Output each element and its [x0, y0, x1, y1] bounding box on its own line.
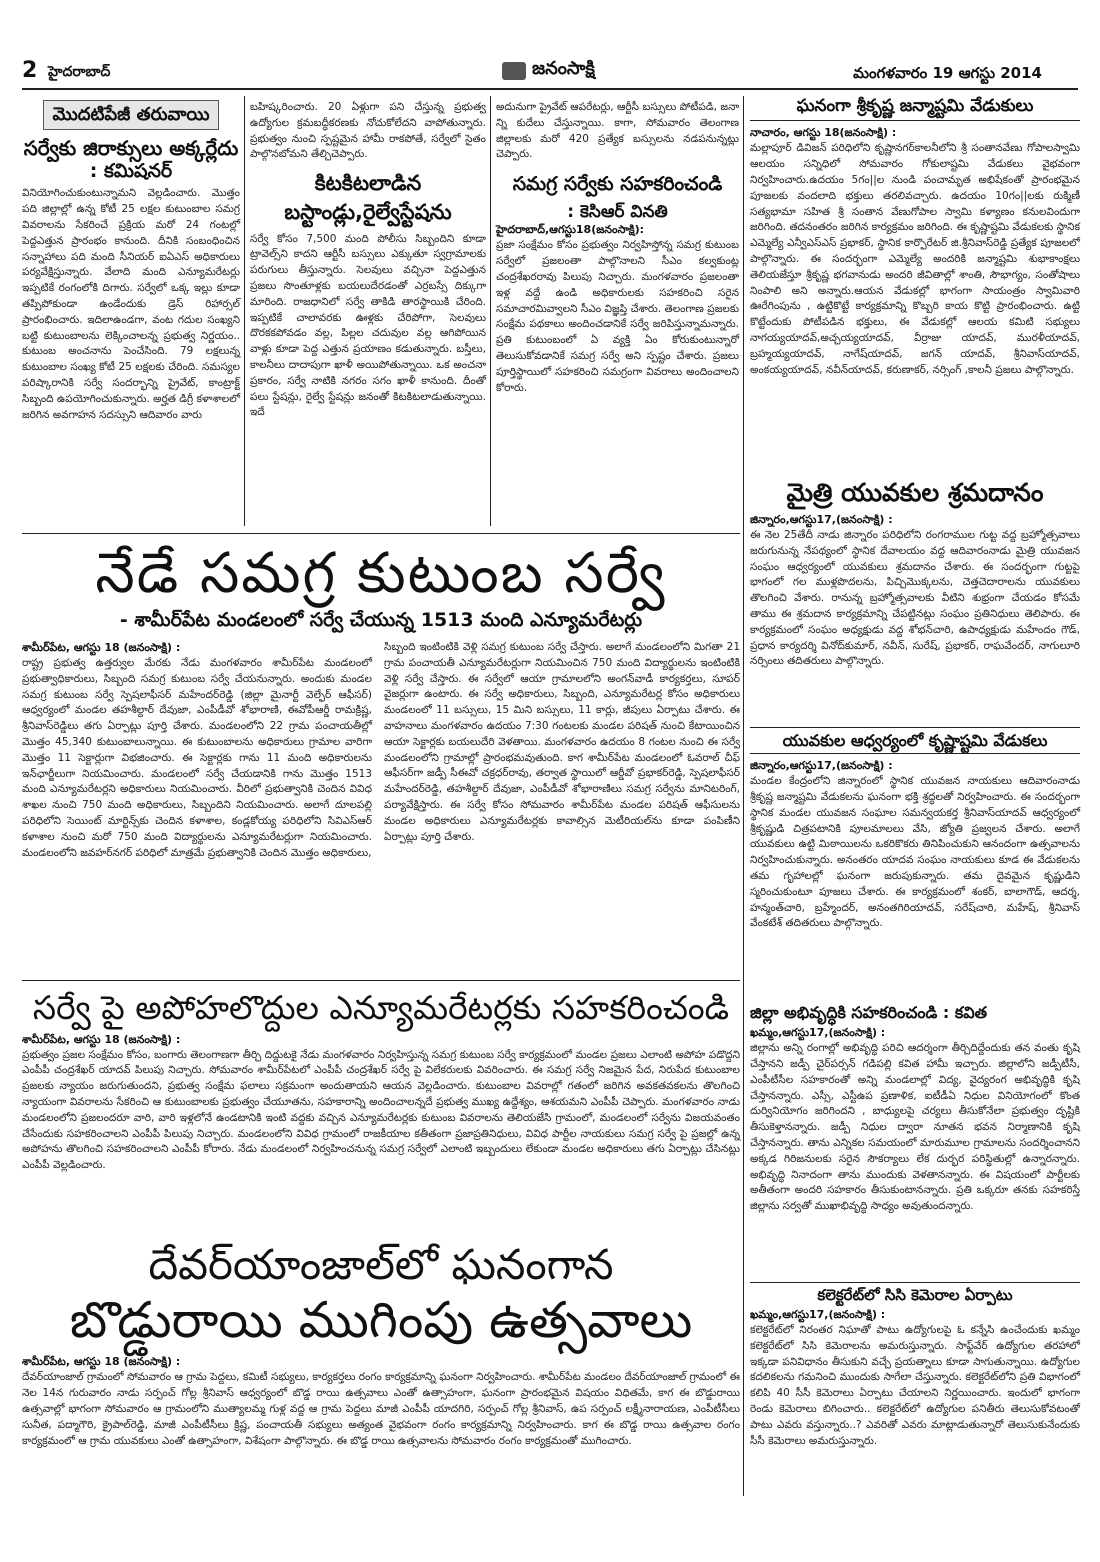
story-dateline: జిన్నారం,ఆగస్టు17,(జనంసాక్షి) :: [750, 759, 893, 773]
story-kcr-appeal: [496, 100, 739, 396]
lead-body-right: సిబ్బంది ఇంటింటికి వెళ్లి సమగ్ర కుటుంబ సర్వే చేస్తారు. అలాగే మండలంలోని మిగతా 21 గ్రామ పంచాయతీ ఎన్యూమరేటర్లుగా నియమించిన 750 మంది విద్యార్థులను ఇంటింటికి వెళ్లి సర్వే చేస్తారు. ఈ సర్వేలో ఆయా గ్రామాలలోని అంగన్‌వాడీ కార్యకర్తలు, సూపర్ వైజర్లుగా ఉంటారు. ఈ సర్వే అధికారులు, సిబ్బంది, ఎన్యూమరేటర్ల కోసం అధికారులు మండలంలో 11 బస్సులు, 15 మిని బస్సులు, 11 కార్లు, జీపులు ఏర్పాటు చేశారు. ఈ వాహనాలు మంగళవారం ఉదయం 7:30 గంటలకు మండల పరిషత్ నుంచి కేటాయించిన ఆయా సెక్టార్లకు బయలుదేరి వెళతాయి. మంగళవారం ఉదయం 8 గంటల నుంచి ఈ సర్వే మండలంలోని గ్రామాల్లో ప్రారంభమవుతుంది. కాగ శామీర్‌పేట మండలంలో ఓవరాల్ చీఫ్ ఆఫీసర్‌గా జడ్పీ సీఈవో చక్రధర్‌రావు, తర్వాత స్థాయిలో ఆర్డీవో ప్రభాకర్‌రెడ్డి, స్పెషలాఫీసర్ మహేందర్‌రెడ్డి, తహశీల్దార్ దేవుజా, ఎంపీడీవో శోభారాణిలు సమగ్ర సర్వేను మానిటరింగ్, పర్యావేక్షిస్తారు. ఈ సర్వే కోసం సోమవారం శామీర్‌పేట మండల పరిషత్ ఆఫీసులను మండల అధికారులు ఎన్యూమరేటర్లకు కావాల్సిన మెటీరియల్‌ను కూడా పంపిణీని ఏర్పాట్లు పూర్తి చేశారు.: [384, 640, 740, 843]
lead-story: [22, 540, 740, 861]
story-headline: మైత్రి యువకుల శ్రమదానం: [786, 478, 1044, 507]
story-jerox: [22, 100, 240, 423]
continuation-label: మొదటిపేజీ తరువాయి: [43, 100, 218, 130]
story-body: దేవర్‌యాంజాల్ గ్రామంలో సోమవారం ఆ గ్రామ పెద్దలు, కమిటీ సభ్యులు, కార్యకర్తలు రంగం కార్యక్రమాన్ని ఘనంగా నిర్వహించారు. శామీర్‌పేట మండలం దేవర్‌యాంజాల్ గ్రామంలో ఈ నెల 14న గురువారం నాడు సర్పంచ్ గోల్ల శ్రీనివాస్ ఆధ్వర్యంలో బొడ్డ రాయి ఉత్సవాలు ఎంతో ఉత్సాహంగా, ఘనంగా ప్రారంభమైన విషయం విధితమే, కాగ ఈ బొడ్డురాయి ఉత్సవాల్లో భాగంగా సోమవారం ఆ గ్రామంలోని ముత్యాలమ్మ గుళ్ల వద్ద ఆ గ్రామ పెద్దలు మాజీ ఎంపీపీ యాదగిరి, సర్పంచ్ గోల్ల శ్రీనివాస్, ఉప సర్పంచ్ లక్ష్మీనారాయణ, ఎంపీటీసీలు సునీత, పద్మాగౌరి, క్రైపాల్‌రెడ్డి, మాజీ ఎంపీటీసీలు క్రిష్ణ, పంచాయతీ సభ్యులు అత్యంత వైభవంగా రంగం కార్యక్రమాన్ని నిర్వహించారు. కాగ ఈ బొడ్డ రాయి ఉత్సవాల రంగం కార్యక్రమంలో ఆ గ్రామ యువకులు ఎంతో ఉత్సాహంగా, విశేషంగా పాల్గొన్నారు. ఈ బొడ్డ రాయి ఉత్సవాలను సోమవారం రంగం కార్యక్రమంతో ముగించారు.: [22, 1371, 740, 1447]
story-body: ప్రభుత్వం ప్రజల సంక్షేమం కోసం, బంగారు తెలంగాణగా తీర్చి దిద్దుటకై నేడు మంగళవారం నిర్వహిస్తున్న సమగ్ర కుటుంబ సర్వే కార్యక్రమంలో మండల ప్రజలు ఎలాంటి అపోహ పడొద్దని ఎంపీపీ చంద్రశేఖర్ యాదవ్ పిలుపు నిచ్చారు. సోమవారం శామీర్‌పేటలో ఎంపీపీ చంద్రశేఖర్ సర్వే పై విలేకరులకు వివరించారు. ఈ సమగ్ర సర్వే నిజమైన పేద, నిరుపేద కుటుంబాల ప్రజలకు న్యాయం జరుగుతుందని, ప్రభుత్వ సంక్షేమ ఫలాలు సక్రమంగా అందుతాయని ఆయన వెల్లడించారు. కుటుంబాల వివరాల్లో గతంలో జరిగిన అవకతవకలను తొలగించి న్యాయంగా వివరాలను సేకరించి ఆ కుటుంబాలకు ప్రభుత్వం చేయూతను, సహకారాన్ని అందించాలన్నదే ప్రభుత్వ ముఖ్య ఉద్దేశ్యం, ఆశయమని ఎంపీపీ చెప్పారు. మంగళవారం నాడు మండలంలోని ప్రజలందరూ వారి, వారి ఇళ్లలోనే ఉండటానికి ఇంటి వద్దకు వచ్చిన ఎన్యూమరేటర్లకు కుటుంబ వివరాలను తెలియజేసి గ్రామంలో, మండలంలో సర్వేను విజయవంతం చేసేందుకు సహకరించాలని ఎంపీపీ పిలుపు నిచ్చారు. మండలంలోని వివిధ గ్రామంలో రాజకీయాల కతీతంగా ప్రజాప్రతినిధులు, వివిధ పార్టీల నాయకులు సమగ్ర సర్వే పై ప్రజల్లో ఉన్న అపోహను తొలగించి సహకరించాలని ఎంపీపీ కోరారు. నేడు మండలంలో నిర్వహించనున్న సమగ్ర సర్వేలో ఎలాంటి ఇబ్బందులు లేకుండా మండల అధికారులు తగు ఏర్పాట్లు చేసినట్లు ఎంపీపీ వెల్లడించారు.: [22, 1048, 740, 1172]
story-headline: సర్వేకు జిరాక్సులు అక్కర్లేదు: [23, 135, 239, 160]
column-rule: [490, 96, 491, 526]
story-body-top: అదునుగా ప్రైవేట్ ఆపరేటర్లు, ఆర్టీసీ బస్సులు పోటీపడి, జనా న్ని కుదేలు చేస్తున్నాయి. కాగా, సోమవారం తెలంగాణ జిల్లాలకు మరో 420 ప్రత్యేక బస్సులను నడపనున్నట్లు చెప్పారు.: [496, 101, 739, 161]
story-kavitha: [750, 1000, 1080, 1215]
story-youth-krishnashtami: [750, 727, 1080, 932]
story-body: జిల్లాను అన్ని రంగాల్లో అభివృద్ధి పరిచి ఆదర్శంగా తీర్చిదిద్దేందుకు తన వంతు కృషి చేస్తానని జడ్పీ చైర్‌పర్సన్ గడిపల్లి కవిత హామీ ఇచ్చారు. జిల్లాలోని జడ్పీటీసీ, ఎంపీటీసీల సహకారంతో అన్ని మండలాల్లో విద్య, వైద్యరంగ అభివృద్ధికి కృషి చేస్తానన్నారు. ఎస్సీ, ఎస్టీఉప ప్రణాళిక, ఐటీడీఏ నిధుల వినియోగంలో కొంత దుర్వినియోగం జరిగిందని , బాధ్యులపై చర్యలు తీసుకోనేలా ప్రభుత్వం దృష్టికి తీసుకెళ్తానన్నారు. జడ్పీ నిధుల ద్వారా నూతన భవన నిర్మాణానికి కృషి చేస్తానన్నారు. తాను ఎన్నికల సమయంలో మారుమూల గ్రామాలను సందర్శించానని అక్కడ గిరిజనులకు సరైన సౌకర్యాలు లేక దుర్భర పరిస్థితుల్లో ఉన్నారన్నారు. అభివృద్ధి నినాదంగా తాను ముందుకు వెళతానన్నారు. ఈ విషయంలో పార్టీలకు అతీతంగా అందరి సహకారం తీసుకుంటానన్నారు. ప్రతి ఒక్కరూ తనకు సహకరిస్తే జిల్లాను సర్వతో ముఖాభివృద్ధి సాధ్యం అవుతుందన్నారు.: [750, 1042, 1080, 1213]
story-dateline: శామీర్‌పేట, ఆగస్టు 18 (జనంసాక్షి) :: [22, 1355, 181, 1369]
story-boddurai: [22, 1240, 740, 1449]
story-janmashtami: [750, 96, 1080, 378]
story-body: మల్లాపూర్ డివిజన్ పరిధిలోని కృష్ణానగర్‌కాలనీలోని శ్రీ సంతానవేణు గోపాలస్వామి ఆలయం సన్నిధిలో సోమవారం గోకులాష్టమి వేడుకలు వైభవంగా నిర్వహించారు.ఉదయం 5గం||ల నుండి పంచామృత అభిషేకంతో ప్రారంభమైన పూజలకు వందలాది భక్తులు తరలివచ్చారు. ఉదయం 10గం||లకు రుక్మిణీ సత్యభామా సహిత శ్రీ సంతాన వేణుగోపాల స్వామి కళ్యాణం కనులవిందుగా జరిగింది. తదనంతరం జరిగిన కార్యక్రమం జరిగింది. ఈ కృష్ణాష్టమి వేడుకలకు స్థానిక ఎమ్మెల్యే ఎన్వీఎస్ఎస్ ప్రభాకర్, స్థానిక కార్పొరేటర్ జి.శ్రీనివాస్‌రెడ్డి ప్రత్యేక పూజలలో పాల్గొన్నారు. ఈ సందర్భంగా ఎమ్మెల్యే అందరికి జన్మాష్టమి శుభాకాంక్షలు తెలియజేస్తూ శ్రీకృష్ణ భగవానుడు అందరి జీవితాల్లో శాంతి, సౌభాగ్యం, సంతోషాలు నింపాలి అని అన్నారు.ఆయన వేడుకల్లో భాగంగా సాయంత్రం స్వామివారి ఊరేగింపును , ఉట్టికొట్టే కార్యక్రమాన్ని కొబ్బరి కాయ కొట్టి ప్రారంభించారు. ఉట్టి కొట్టేందుకు పోటీపడిన భక్తులు, ఈ వేడుకల్లో ఆలయ కమిటి సభ్యులు నాగయ్యయాదవ్,అచ్చయ్యయాదవ్, వీర్రాజు యాదవ్, మురళీయాదవ్, బ్రహ్మయ్యయాదవ్, నాగేష్‌యాదవ్, జగన్ యాదవ్, శ్రీనివాస్‌యాదవ్, అంకయ్యయాదవ్, నవీన్‌యాదవ్, కరుణాకర్, నర్సింగ్ ,కాలనీ ప్రజలు పాల్గొన్నారు.: [750, 142, 1080, 376]
story-cc-cameras: [750, 1282, 1080, 1449]
story-headline: ఘనంగా శ్రీకృష్ణ జన్మాష్టమి వేడుకులు: [750, 96, 1080, 121]
story-no-misgivings: [22, 988, 740, 1174]
story-body: కలెక్టరేట్‌లో నిరంతర నిఘాతో పాటు ఉద్యోగులపై ఓ కన్నేసి ఉంచేందుకు ఖమ్మం కలెక్టరేట్‌లో సిసి కెమెరాలను అమరుస్తున్నారు. సాఫ్ట్‌వేర్ ఉద్యోగుల తరహాలో ఇక్కడా పనివిధానం తీసుకుని వచ్చే ప్రయత్నాలు కూడా సాగుతున్నాయి. ఉద్యోగుల కదలికలను గమనించి ముందుకు సాగేలా చేస్తున్నారు. కలెక్టరేట్‌లోని ప్రతి విభాగంలో కలిపి 40 సీసీ కెమెరాలు ఏర్పాటు చేయాలని నిర్ణయించారు. ఇందులో భాగంగా రెండు కెమెరాలు బిగించారు.. కలెక్టరేట్‌లో ఉద్యోగుల పనితీరు తెలుసుకోవటంతో పాటు ఎవరు వస్తున్నారు..? ఎవరితో ఎవరు మాట్లాడుతున్నారో తెలుసుకునేందుకు సీసీ కెమెరాలు అమరుస్తున్నారు.: [750, 1324, 1080, 1447]
story-headline: సమగ్ర సర్వేకు సహకరించండి: [512, 173, 723, 196]
story-bus-stations: [250, 100, 486, 421]
logo-icon: [502, 62, 526, 80]
column-rule: [244, 96, 245, 526]
story-dateline: శామీర్‌పేట, ఆగస్టు 18 (జనంసాక్షి) :: [22, 1032, 181, 1046]
lead-subhead: - శామీర్‌పేట మండలంలో సర్వే చేయున్న 1513 మంది ఎన్యూమరేటర్లు: [119, 609, 643, 632]
story-maitri: [750, 478, 1080, 670]
story-dateline: ఖమ్మం,ఆగస్టు17,(జనంసాక్షి) :: [750, 1308, 886, 1321]
lead-body-left: రాష్ట్ర ప్రభుత్వ ఉత్తర్వుల మేరకు నేడు మంగళవారం శామీర్‌పేట మండలంలో ప్రభుత్వాధికారులు, సిబ్బంది సమగ్ర కుటుంబ సర్వే చేయనున్నారు. అందుకు మండల సమగ్ర కుటుంబ సర్వే స్పెషలాఫీసర్ మహేందర్‌రెడ్డి (జిల్లా మైనార్టీ వెల్ఫేర్ ఆఫీసర్) ఆధ్వర్యంలో మండల తహశీల్దార్ దేవుజా, ఎంపీడీవో శోభారాణి, ఈవోపీఆర్డీ రామక్రిష్ణ, శ్రీనివాస్‌రెడ్డిలు తగు ఏర్పాట్లు పూర్తి చేశారు. మండలంలోని 22 గ్రామ పంచాయతీల్లో మొత్తం 45,340 కుటుంబాలున్నాయి. ఈ కుటుంబాలను అధికారులు గ్రామాల వారిగా మొత్తం 11 సెక్టార్లుగా విభజించారు. ఈ సెక్టార్లకు గాను 11 మంది అధికారులను ఇన్‌ఛార్జీలుగా నియమించారు. మండలంలో సర్వే చేయడానికి గాను మొత్తం 1513 మంది ఎన్యూమరేటర్లని అధికారులు నియమించారు. వీరిలో ప్రభుత్వానికి చెందిన వివిధ శాఖల నుంచి 750 మంది అధికారులు, సిబ్బందిని నియమించారు. అలాగే దూలపల్లి పరిధిలోని సెయింట్ మార్టిన్స్‌కు చెందిన కళాశాల, కండ్లకోయ్య పరిధిలోని సివిఎస్ఆర్ కళాశాల నుంచి మరో 750 మంది విద్యార్థులను ఎన్యూమరేటర్లుగా నియమించారు. మండలంలోని జవహర్‌నగర్ పరిధిలో మాత్రమే ప్రభుత్వానికి చెందిన మొత్తం అధికారులు,: [22, 656, 372, 859]
column-rule: [743, 96, 744, 1496]
lead-dateline: శామీర్‌పేట, ఆగస్టు 18 (జనంసాక్షి) :: [22, 640, 181, 654]
story-body-top: బహిష్కరించారు. 20 ఏళ్లుగా పని చేస్తున్న ప్రభుత్వ ఉద్యోగుల క్రమబద్ధీకరణకు నోచుకోలేదని వాపోతున్నారు. ప్రభుత్వం నుంచి స్పష్టమైన హామీ రాకపోతే, సర్వేలో సైతం పాల్గొనబోమని తేల్చిచెప్పారు.: [250, 101, 486, 161]
story-body: ఈ నెల 25తేదీ నాడు జిన్నారం పరిధిలోని రంగరాముల గుట్ట వద్ద బ్రహ్మోత్సవాలు జరుగునున్న నేపథ్యంలో స్థానిక దేవాలయం వద్ద ఆదివారంనాడు మైత్రి యువజన సంఘం ఆధ్వర్యంలో యువకులు శ్రమదానం చేశారు. ఈ సందర్భంగా గుట్టపై భాగంలో గల ముళ్లపొదలను, పిచ్చిమొక్కలను, చెత్తచెదారాలను యువకులు తొలగించి వేశారు. రానున్న బ్రహ్మోత్సవాలకు వీటిని శుభ్రంగా చేయడం కోసమే తాము ఈ శ్రమదాన కార్యక్రమాన్ని చేపట్టినట్లు సంఘం ప్రతినిధులు తెలిపారు. ఈ కార్యక్రమంలో సంఘం అధ్యక్షుడు వద్ద శోభన్‌చారి, ఉపాధ్యక్షుడు మహేందం గౌడ్, ప్రధాన కార్యదర్శి వినోద్‌కుమార్, నవీన్, సురేష్, ప్రభాకర్, రాఘవేందర్, నాగులూరి నర్సింలు తదితరులు పాల్గొన్నారు.: [750, 529, 1080, 668]
story-body: సర్వే కోసం 7,500 మంది పోలీసు సిబ్బందిని కూడా ట్రావెల్స్‌ని కాదని ఆర్టీసీ బస్సులు ఎక్కుతూ స్వగ్రామాలకు పరుగులు తీస్తున్నారు. సెలవులు వచ్చినా పెద్దఎత్తున ప్రజలు సొంతూళ్లకు బయలుదేరడంతో ఎర్రబస్సే దిక్కుగా మారింది. రాజధానిలో సర్వే తాకిడి తారస్థాయికి చేరింది. ఇప్పటికే చాలావరకు ఊళ్లకు చేరిపోగా, సెలవులు దొరకకపోవడం వల్ల, పిల్లల చదువుల వల్ల ఆగిపోయిన వాళ్లు కూడా పెద్ద ఎత్తున ప్రయాణం కడుతున్నారు. బస్తీలు, కాలనీలు దాదాపుగా ఖాళీ అయిపోతున్నాయి. ఒక అంచనా ప్రకారం, సర్వే నాటికి నగరం సగం ఖాళీ కానుంది. దీంతో పలు స్టేషన్లు, రైల్వే స్టేషన్లు జనంతో కిటకిటలాడుతున్నాయి. ఇదే: [250, 232, 486, 419]
story-body: మండల కేంద్రంలోని జిన్నారంలో స్థానిక యువజన నాయకులు ఆదివారంనాడు శ్రీకృష్ణ జన్మాష్టమి వేడుకలను ఘనంగా భక్తి శ్రద్ధలతో నిర్వహించారు. ఈ సందర్భంగా స్థానిక మండల యువజన సంఘాల సమన్వయకర్త శ్రీనివాస్‌యాదవ్ ఆధ్వర్యంలో శ్రీకృష్ణుడి చిత్రపటానికి పూలమాలలు వేసి, జ్యోతి ప్రజ్వలన చేశారు. అలాగే యువకులు ఉట్టి మిఠాయిలను ఒకరికొకరు తినిపించుకుని ఆనందంగా ఉత్సవాలను నిర్వహించుకున్నారు. అనంతరం యాదవ సంఘం నాయకులు కూడ ఈ వేడుకలను తమ గృహాలల్లో ఘనంగా జరుపుకున్నారు. తమ దైవమైన కృష్ణుడిని స్మరించుకుంటూ పూజలు చేశారు. ఈ కార్యక్రమంలో శంకర్, బాలాగౌడ్, ఆదర్శ, హన్మంత్‌చారి, బ్రహ్మేందర్, అనంతగిరియాదవ్, సరేష్‌చారి, మహేష్, శ్రీనివాస్ వేంకటేశ్ తదితరులు పాల్గొన్నారు.: [750, 775, 1080, 930]
story-dateline: హైదరాబాద్,ఆగస్టు18(జనంసాక్షి):: [496, 223, 645, 237]
story-dateline: ఖమ్మం,ఆగస్టు17,(జనంసాక్షి) :: [750, 1026, 886, 1040]
story-headline: బస్టాండ్లు,రైల్వేస్టేషను: [284, 200, 452, 225]
paper-name: జనంసాక్షి: [532, 58, 595, 79]
story-body: ప్రజా సంక్షేమం కోసం ప్రభుత్వం నిర్వహిస్తోన్న సమగ్ర కుటుంబ సర్వేలో ప్రజలంతా పాల్గొనాలని సీఎం కల్వకుంట్ల చంద్రశేఖరరావు పిలుపు నిచ్చారు. మంగళవారం ప్రజలంతా ఇళ్ల వద్దే ఉండి అధికారులకు సహకరించి సరైన సమాచారమివ్వాలని సీఎం విజ్ఞప్తి చేశారు. తెలంగాణ ప్రజలకు సంక్షేమ పథకాలు అందించడానికే సర్వే జరిపిస్తున్నామన్నారు. ప్రతి కుటుంబంలో ఏ వ్యక్తి ఏం కోరుకుంటున్నారో తెలుసుకోవడానికే సమగ్ర సర్వే అని స్పష్టం చేశారు. ప్రజలు పూర్తిస్థాయిలో సహకరించి సమగ్రంగా వివరాలు అందించాలని కోరారు.: [496, 239, 739, 394]
paper-logo: [502, 58, 595, 83]
page-number: 2: [22, 58, 38, 83]
story-headline: దేవర్‌యాంజాల్‌లో ఘనంగాన: [148, 1240, 614, 1289]
issue-date: మంగళవారం 19 ఆగస్టు 2014: [853, 64, 1042, 82]
story-headline: జిల్లా అభివృద్ధికి సహకరించండి : కవిత: [750, 1003, 988, 1022]
page-place: హైదరాబాద్: [48, 64, 111, 80]
section-rule: [22, 533, 740, 534]
story-headline: కిటకిటలాడిన: [314, 171, 422, 196]
story-subhead: : కమిషనర్: [89, 159, 173, 182]
story-subhead: : కెసిఆర్ వినతి: [567, 201, 668, 222]
masthead: [22, 56, 1078, 90]
story-dateline: నాచారం, ఆగస్టు 18(జనంసాక్షి) :: [750, 126, 897, 140]
section-rule: [22, 980, 740, 981]
lead-headline: నేడే సమగ్ర కుటుంబ సర్వే: [95, 541, 667, 606]
story-headline: యువకుల ఆధ్వర్యంలో కృష్ణాష్టమి వేడుకలు: [750, 727, 1080, 754]
story-body: వినియోగించుకుంటున్నామని వెల్లడించారు. మొత్తం పది జిల్లాల్లో ఉన్న కోటీ 25 లక్షల కుటుంబాల సమగ్ర వివరాలను సేకరించే ప్రక్రియ మరో 24 గంటల్లో పెద్దఎత్తున ప్రారంభం కానుంది. దీనికి సంబంధించిన సన్నాహాలు పది మంది సీనియర్ ఐఏఎస్ అధికారులు పర్యవేక్షిస్తున్నారు. వేలాది మంది ఎన్యూమరేటర్లు ఇప్పటికే రంగంలోకి దిగారు. సర్వేలో ఒక్క ఇల్లు కూడా తప్పిపోకుండా ఉండేందుకు డ్రెస్ రిహార్సల్ ప్రారంభించారు. ఇదిలాఉండగా, వంట గదుల సంఖ్యని బట్టి కుటుంబాలను లెక్కించాలన్న ప్రభుత్వ నిర్ణయం.. కుటుంబ అంచనాను పెంచేసింది. 79 లక్షలున్న కుటుంబాల సంఖ్య కోటీ 25 లక్షలకు చేరింది. సమస్యల పరిష్కారానికి సర్వే సందర్భాన్ని ప్రైవేట్, కాంట్రాక్ట్ సిబ్బంది ఉపయోగించుకున్నారు. అర్హత డిగ్రీ కళాశాలలో జరిగిన అవగాహన సదస్సుని ఆదివారం వారు: [22, 187, 240, 421]
story-headline: కలెక్టరేట్‌లో సిసి కెమెరాల ఏర్పాటు: [750, 1282, 1080, 1307]
story-headline: బొడ్డురాయి ముగింపు ఉత్సవాలు: [69, 1291, 693, 1350]
story-headline: సర్వే పై అపోహలొద్దుల ఎన్యూమరేటర్లకు సహకరించండి: [32, 988, 730, 1027]
story-dateline: జిన్నారం,ఆగస్టు17,(జనంసాక్షి) :: [750, 513, 893, 526]
